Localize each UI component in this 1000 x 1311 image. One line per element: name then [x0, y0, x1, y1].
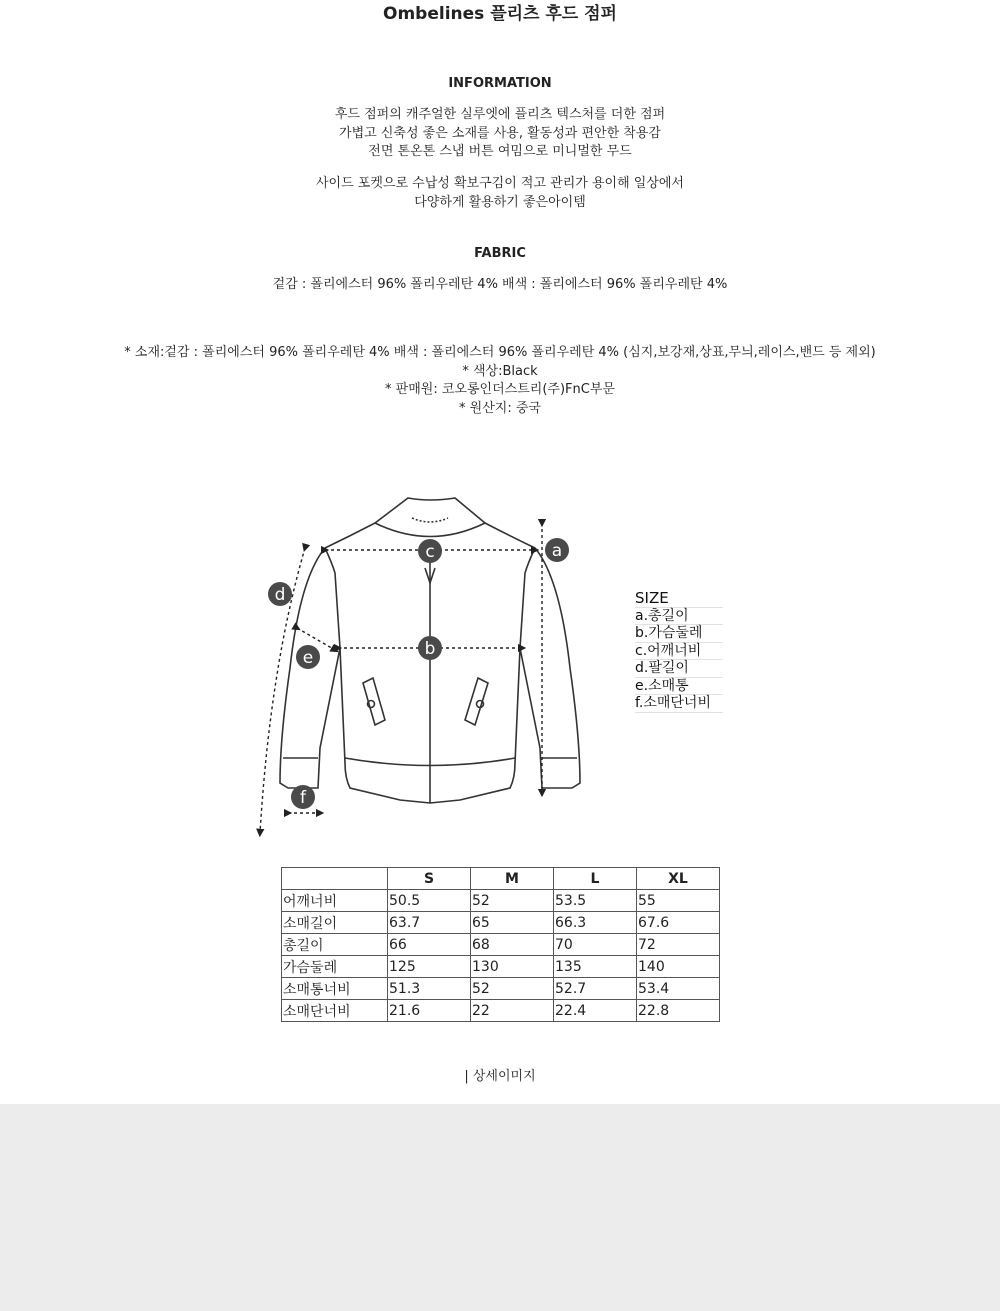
measurement-label-c [418, 539, 442, 563]
table-cell: 소매단너비 [282, 1000, 388, 1022]
table-cell: 22.4 [554, 1000, 637, 1022]
product-details [0, 344, 1000, 418]
table-cell: 135 [554, 956, 637, 978]
table-row [282, 912, 720, 934]
information-heading: INFORMATION [448, 76, 552, 91]
table-row [282, 934, 720, 956]
table-cell: 70 [554, 934, 637, 956]
size-legend-title: SIZE [635, 590, 723, 608]
header-cell [282, 868, 388, 890]
table-cell: 67.6 [637, 912, 720, 934]
jacket-diagram [250, 488, 590, 838]
table-cell: 어깨너비 [282, 890, 388, 912]
information-paragraph-1 [0, 106, 1000, 162]
table-row [282, 890, 720, 912]
table-row [282, 1000, 720, 1022]
detail-image-link[interactable]: | 상세이미지 [464, 1069, 536, 1084]
measurement-label-b [418, 636, 442, 660]
size-table-header [282, 868, 720, 890]
svg-text:f: f [300, 788, 306, 808]
table-cell: 가슴둘레 [282, 956, 388, 978]
information-line: 다양하게 활용하기 좋은아이템 [414, 194, 586, 210]
header-cell: XL [637, 868, 720, 890]
svg-text:d: d [274, 585, 286, 605]
header-cell: S [388, 868, 471, 890]
table-row [282, 978, 720, 1000]
information-line: 가볍고 신축성 좋은 소재를 사용, 활동성과 편안한 착용감 [339, 125, 661, 141]
table-cell: 130 [471, 956, 554, 978]
table-cell: 55 [637, 890, 720, 912]
table-cell: 소매통너비 [282, 978, 388, 1000]
measurement-label-a [545, 538, 569, 562]
size-legend-item: e.소매통 [635, 678, 723, 696]
measurement-label-e [296, 645, 320, 669]
size-table [281, 867, 720, 1022]
table-cell: 소매길이 [282, 912, 388, 934]
size-legend-item: c.어깨너비 [635, 643, 723, 661]
table-cell: 66.3 [554, 912, 637, 934]
size-legend-item: a.총길이 [635, 608, 723, 626]
size-legend [635, 590, 723, 713]
size-legend-item: d.팔길이 [635, 660, 723, 678]
table-cell: 51.3 [388, 978, 471, 1000]
table-cell: 65 [471, 912, 554, 934]
table-cell: 52 [471, 978, 554, 1000]
svg-text:b: b [424, 639, 436, 659]
table-cell: 50.5 [388, 890, 471, 912]
fabric-text: 겉감 : 폴리에스터 96% 폴리우레탄 4% 배색 : 폴리에스터 96% 폴리우레탄 4% [272, 277, 728, 292]
size-legend-item: b.가슴둘레 [635, 625, 723, 643]
table-cell: 66 [388, 934, 471, 956]
table-cell: 68 [471, 934, 554, 956]
detail-origin: * 원산지: 중국 [459, 400, 541, 416]
page-title: Ombelines 플리츠 후드 점퍼 [383, 4, 617, 24]
table-cell: 63.7 [388, 912, 471, 934]
detail-color: * 색상:Black [462, 363, 538, 379]
table-cell: 52 [471, 890, 554, 912]
table-row [282, 956, 720, 978]
footer-background [0, 1104, 1000, 1311]
svg-text:c: c [425, 542, 435, 562]
measurement-label-d [268, 582, 292, 606]
information-line: 후드 점퍼의 캐주얼한 실루엣에 플리츠 텍스처를 더한 점퍼 [334, 107, 666, 122]
size-legend-item: f.소매단너비 [635, 695, 723, 713]
header-cell: M [471, 868, 554, 890]
detail-material: * 소재:겉감 : 폴리에스터 96% 폴리우레탄 4% 배색 : 폴리에스터 96% 폴리우레탄 4% (심지,보강재,상표,무늬,레이스,밴드 등 제외) [124, 345, 876, 360]
table-cell: 22.8 [637, 1000, 720, 1022]
detail-seller: * 판매원: 코오롱인더스트리(주)FnC부문 [385, 382, 615, 397]
svg-text:a: a [551, 541, 563, 561]
table-cell: 140 [637, 956, 720, 978]
table-cell: 125 [388, 956, 471, 978]
table-cell: 53.4 [637, 978, 720, 1000]
svg-text:e: e [302, 648, 314, 668]
table-cell: 총길이 [282, 934, 388, 956]
fabric-heading: FABRIC [474, 246, 526, 261]
information-paragraph-2 [0, 175, 1000, 212]
information-line: 사이드 포켓으로 수납성 확보구김이 적고 관리가 용이해 일상에서 [316, 176, 684, 191]
table-cell: 21.6 [388, 1000, 471, 1022]
table-cell: 72 [637, 934, 720, 956]
table-cell: 52.7 [554, 978, 637, 1000]
table-cell: 53.5 [554, 890, 637, 912]
header-cell: L [554, 868, 637, 890]
measurement-label-f [291, 785, 315, 809]
table-cell: 22 [471, 1000, 554, 1022]
information-line: 전면 톤온톤 스냅 버튼 여밈으로 미니멀한 무드 [368, 144, 632, 159]
